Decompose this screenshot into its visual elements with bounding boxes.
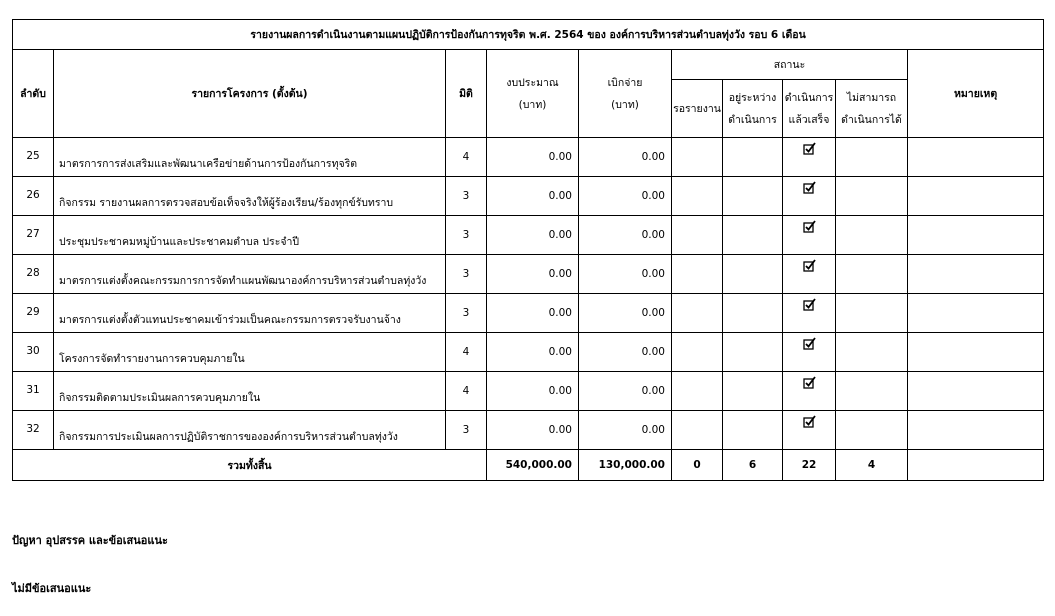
total-done: 22	[783, 450, 836, 481]
row-project-name: มาตรการการส่งเสริมและพัฒนาเครือข่ายด้านการป้องกันการทุจริต	[54, 138, 446, 177]
row-status-pending	[672, 138, 723, 177]
row-project-name: กิจกรรมติดตามประเมินผลการควบคุมภายใน	[54, 372, 446, 411]
header-status-done	[783, 80, 836, 138]
total-remark	[908, 450, 1044, 481]
header-budget	[487, 50, 579, 138]
row-spent: 0.00	[579, 372, 672, 411]
checked-box-icon	[803, 142, 816, 155]
row-spent: 0.00	[579, 138, 672, 177]
row-remark	[908, 372, 1044, 411]
header-status-in-progress	[723, 80, 783, 138]
row-status-in-progress	[723, 255, 783, 294]
table-row	[13, 216, 1044, 255]
row-number: 31	[13, 372, 54, 411]
row-status-pending	[672, 216, 723, 255]
row-status-unable	[836, 372, 908, 411]
row-dimension: 3	[446, 177, 487, 216]
total-budget: 540,000.00	[487, 450, 579, 481]
header-status-done-line1: ดำเนินการ	[784, 91, 834, 104]
row-remark	[908, 255, 1044, 294]
header-spent-line2: (บาท)	[611, 98, 639, 111]
row-status-in-progress	[723, 177, 783, 216]
row-project-name: กิจกรรม รายงานผลการตรวจสอบข้อเท็จจริงให้ผู้ร้องเรียน/ร้องทุกข์รับทราบ	[54, 177, 446, 216]
row-budget: 0.00	[487, 216, 579, 255]
row-project-name: มาตรการแต่งตั้งตัวแทนประชาคมเข้าร่วมเป็นคณะกรรมการตรวจรับงานจ้าง	[54, 294, 446, 333]
row-budget: 0.00	[487, 255, 579, 294]
row-spent: 0.00	[579, 216, 672, 255]
row-status-done	[783, 177, 836, 216]
row-status-done	[783, 294, 836, 333]
row-status-done	[783, 216, 836, 255]
table-row	[13, 294, 1044, 333]
header-status-in-progress-line2: ดำเนินการ	[728, 113, 777, 126]
header-project: รายการโครงการ (ตั้งต้น)	[54, 50, 446, 138]
row-spent: 0.00	[579, 255, 672, 294]
row-dimension: 3	[446, 216, 487, 255]
header-status: สถานะ	[672, 50, 908, 80]
header-budget-line2: (บาท)	[518, 98, 547, 111]
row-budget: 0.00	[487, 333, 579, 372]
row-status-pending	[672, 372, 723, 411]
table-row	[13, 411, 1044, 450]
header-status-in-progress-line1: อยู่ระหว่าง	[728, 91, 777, 104]
table-row	[13, 255, 1044, 294]
row-status-unable	[836, 177, 908, 216]
row-number: 25	[13, 138, 54, 177]
row-status-done	[783, 372, 836, 411]
row-project-name: โครงการจัดทำรายงานการควบคุมภายใน	[54, 333, 446, 372]
row-budget: 0.00	[487, 177, 579, 216]
row-status-pending	[672, 333, 723, 372]
row-remark	[908, 138, 1044, 177]
total-spent: 130,000.00	[579, 450, 672, 481]
header-status-unable-line2: ดำเนินการได้	[841, 113, 902, 126]
row-status-in-progress	[723, 216, 783, 255]
row-status-in-progress	[723, 294, 783, 333]
row-status-done	[783, 411, 836, 450]
row-remark	[908, 216, 1044, 255]
header-dimension: มิติ	[446, 50, 487, 138]
report-table	[12, 19, 1044, 481]
row-spent: 0.00	[579, 177, 672, 216]
row-dimension: 3	[446, 411, 487, 450]
row-status-pending	[672, 294, 723, 333]
row-status-pending	[672, 411, 723, 450]
row-status-in-progress	[723, 333, 783, 372]
table-row	[13, 372, 1044, 411]
row-budget: 0.00	[487, 372, 579, 411]
problems-heading: ปัญหา อุปสรรค และข้อเสนอแนะ	[12, 534, 168, 547]
row-number: 28	[13, 255, 54, 294]
header-budget-line1: งบประมาณ	[506, 76, 559, 89]
row-dimension: 4	[446, 372, 487, 411]
table-row	[13, 177, 1044, 216]
row-spent: 0.00	[579, 294, 672, 333]
table-row	[13, 138, 1044, 177]
checked-box-icon	[803, 298, 816, 311]
row-budget: 0.00	[487, 294, 579, 333]
row-remark	[908, 177, 1044, 216]
problems-text: ไม่มีข้อเสนอแนะ	[12, 582, 92, 595]
row-status-in-progress	[723, 138, 783, 177]
row-remark	[908, 294, 1044, 333]
row-status-unable	[836, 294, 908, 333]
row-status-unable	[836, 216, 908, 255]
checked-box-icon	[803, 337, 816, 350]
row-status-pending	[672, 255, 723, 294]
total-label: รวมทั้งสิ้น	[13, 450, 487, 481]
header-order: ลำดับ	[13, 50, 54, 138]
row-dimension: 3	[446, 294, 487, 333]
row-status-unable	[836, 255, 908, 294]
row-remark	[908, 411, 1044, 450]
row-status-unable	[836, 333, 908, 372]
report-title: รายงานผลการดำเนินงานตามแผนปฏิบัติการป้องกันการทุจริต พ.ศ. 2564 ของ องค์การบริหารส่วนตำบลทุ่งวัง รอบ 6 เดือน	[13, 20, 1044, 50]
row-number: 27	[13, 216, 54, 255]
row-status-done	[783, 255, 836, 294]
header-status-done-line2: แล้วเสร็จ	[788, 113, 830, 126]
total-row	[13, 450, 1044, 481]
checked-box-icon	[803, 220, 816, 233]
total-unable: 4	[836, 450, 908, 481]
total-in-progress: 6	[723, 450, 783, 481]
row-project-name: มาตรการแต่งตั้งคณะกรรมการการจัดทำแผนพัฒนาองค์การบริหารส่วนตำบลทุ่งวัง	[54, 255, 446, 294]
row-status-done	[783, 333, 836, 372]
checked-box-icon	[803, 259, 816, 272]
header-status-unable	[836, 80, 908, 138]
row-number: 30	[13, 333, 54, 372]
row-dimension: 4	[446, 333, 487, 372]
checked-box-icon	[803, 376, 816, 389]
header-spent	[579, 50, 672, 138]
row-number: 32	[13, 411, 54, 450]
row-spent: 0.00	[579, 411, 672, 450]
row-status-unable	[836, 411, 908, 450]
row-dimension: 4	[446, 138, 487, 177]
header-spent-line1: เบิกจ่าย	[607, 76, 643, 89]
table-row	[13, 333, 1044, 372]
row-status-in-progress	[723, 372, 783, 411]
total-pending: 0	[672, 450, 723, 481]
row-status-in-progress	[723, 411, 783, 450]
row-spent: 0.00	[579, 333, 672, 372]
row-number: 26	[13, 177, 54, 216]
row-project-name: กิจกรรมการประเมินผลการปฏิบัติราชการขององค์การบริหารส่วนตำบลทุ่งวัง	[54, 411, 446, 450]
row-project-name: ประชุมประชาคมหมู่บ้านและประชาคมตำบล ประจำปี	[54, 216, 446, 255]
checked-box-icon	[803, 415, 816, 428]
row-status-done	[783, 138, 836, 177]
header-status-pending: รอรายงาน	[672, 80, 723, 138]
row-budget: 0.00	[487, 411, 579, 450]
row-number: 29	[13, 294, 54, 333]
checked-box-icon	[803, 181, 816, 194]
row-status-pending	[672, 177, 723, 216]
row-remark	[908, 333, 1044, 372]
row-status-unable	[836, 138, 908, 177]
header-status-unable-line1: ไม่สามารถ	[846, 91, 897, 104]
row-budget: 0.00	[487, 138, 579, 177]
row-dimension: 3	[446, 255, 487, 294]
header-remark: หมายเหตุ	[908, 50, 1044, 138]
